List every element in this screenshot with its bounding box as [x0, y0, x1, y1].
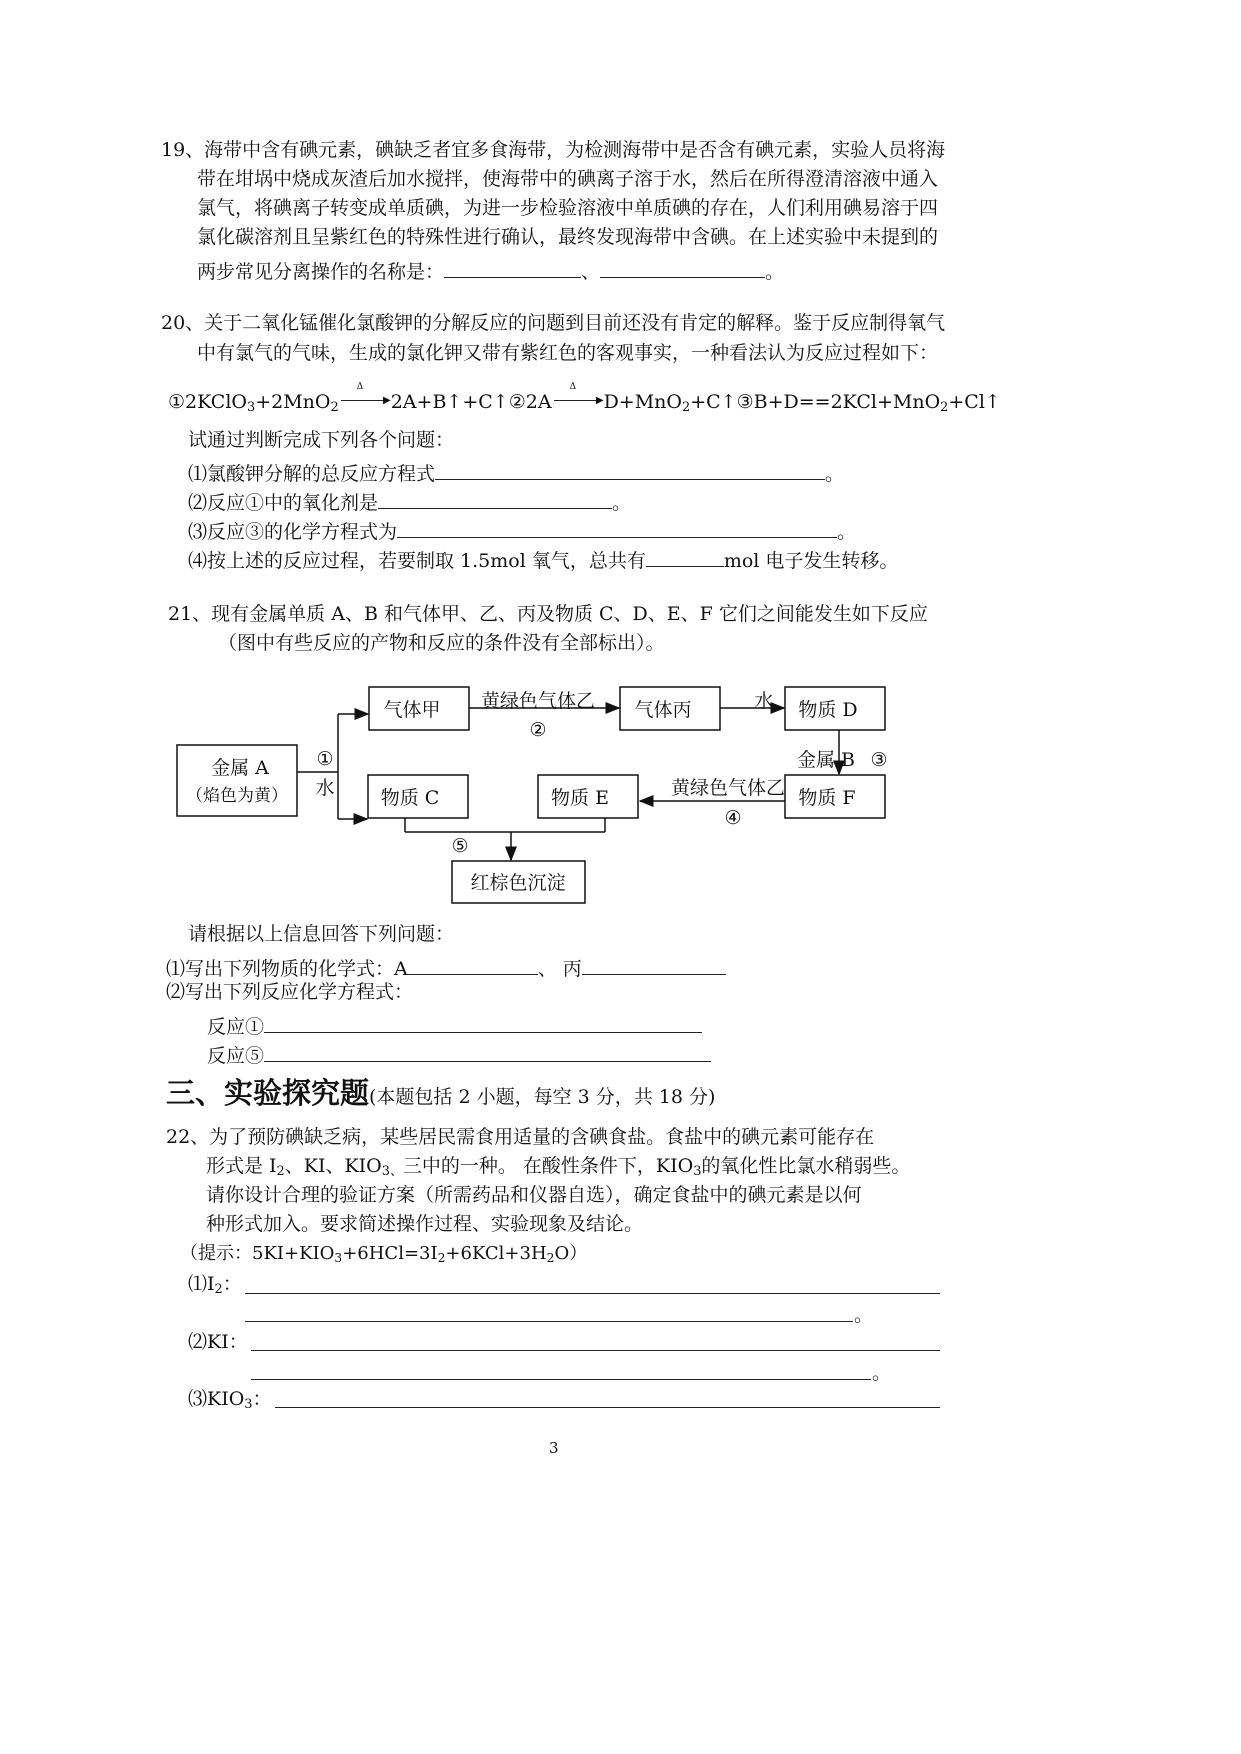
heat-arrow-icon: Δ ▶: [339, 389, 391, 408]
q19-line-5: 两步常见分离操作的名称是： 、 。: [197, 257, 784, 282]
label-step-3: ③: [870, 749, 888, 771]
q21-part-1: ⑴写出下列物质的化学式：A 、 丙: [166, 954, 726, 979]
q22-answer-i2-line-1[interactable]: [245, 1293, 940, 1294]
label-gas-yi-bottom: 黄绿色气体乙: [670, 777, 786, 799]
q21-blank-a[interactable]: [408, 954, 538, 975]
section-3-heading: [166, 1076, 716, 1110]
node-metal-a-note: （焰色为黄）: [186, 786, 288, 806]
node-gas-bing: 气体丙: [634, 699, 692, 721]
q20-blank-2[interactable]: [378, 488, 612, 509]
q19-line-2: 带在坩埚中烧成灰渣后加水搅拌，使海带中的碘离子溶于水，然后在所得澄清溶液中通入: [197, 168, 939, 190]
q21-reaction-1: 反应①: [207, 1012, 702, 1037]
label-metal-b: 金属 B: [796, 749, 856, 771]
q21-blank-bing[interactable]: [582, 954, 726, 975]
q20-part-3: ⑶反应③的化学方程式为 。: [188, 517, 856, 542]
q22-answer-i2-line-2[interactable]: [245, 1321, 853, 1322]
q22-line-4: 种形式加入。要求简述操作过程、实验现象及结论。: [206, 1213, 644, 1235]
q20-blank-1[interactable]: [435, 459, 825, 480]
q19-answer-blank-2[interactable]: [600, 257, 765, 278]
q22-line-3: 请你设计合理的验证方案（所需药品和仪器自选），确定食盐中的碘元素是以何: [206, 1184, 862, 1206]
q21-part-2: ⑵写出下列反应化学方程式：: [166, 981, 414, 1003]
q22-answer-i2-label: $⑴I_2$：: [188, 1273, 242, 1298]
node-substance-f: 物质 F: [798, 787, 856, 809]
q21-line-2: （图中有些反应的产物和反应的条件没有全部标出）。: [218, 632, 665, 654]
q22-line-1: 22、为了预防碘缺乏病，某些居民需食用适量的含碘食盐。食盐中的碘元素可能存在: [166, 1126, 875, 1148]
node-substance-c: 物质 C: [380, 787, 440, 809]
q21-reaction-5: 反应⑤: [207, 1041, 711, 1066]
label-step-1: ①: [316, 748, 334, 770]
label-water-right: 水: [754, 690, 774, 712]
q22-answer-ki-line-2[interactable]: [251, 1379, 871, 1380]
q20-part-4: ⑷按上述的反应过程，若要制取 1.5mol 氧气，总共有 mol 电子发生转移。: [188, 546, 898, 571]
section-3-title: 三、实验探究题: [166, 1076, 370, 1110]
section-3-note: (本题包括 2 小题，每空 3 分，共 18 分): [369, 1086, 716, 1108]
q19-line-3: 氯气，将碘离子转变成单质碘，为进一步检验溶液中单质碘的存在，人们利用碘易溶于四: [197, 197, 939, 219]
node-precipitate: 红棕色沉淀: [470, 872, 566, 894]
q21-ask: 请根据以上信息回答下列问题：: [188, 923, 455, 945]
q20-line-2: 中有氯气的气味，生成的氯化钾又带有紫红色的客观事实，一种看法认为反应过程如下：: [197, 342, 939, 364]
label-step-5: ⑤: [451, 835, 469, 857]
q22-line-2: 形式是 $I_2$、KI、$KIO_{3、}$三中的一种。 在酸性条件下，$KIO_3$的氧化性比氯水稍弱些。: [206, 1155, 911, 1180]
q20-blank-3[interactable]: [397, 517, 837, 538]
q19-question: 两步常见分离操作的名称是：: [197, 260, 445, 283]
node-gas-jia: 气体甲: [383, 699, 441, 721]
reaction-flow-diagram: [0, 670, 1241, 930]
page-number: 3: [549, 1439, 559, 1457]
q19-line-1: 19、海带中含有碘元素，碘缺乏者宜多食海带，为检测海带中是否含有碘元素，实验人员将海: [161, 139, 946, 161]
q22-hint: （提示：$5KI+KIO_3+6HCl=3I_2+6KCl+3H_2O$）: [180, 1243, 588, 1266]
q19-answer-blank-1[interactable]: [444, 257, 581, 278]
q22-answer-ki-end: 。: [872, 1362, 892, 1384]
node-substance-e: 物质 E: [551, 787, 609, 809]
q22-answer-ki-line-1[interactable]: [251, 1350, 940, 1351]
q20-part-1: ⑴氯酸钾分解的总反应方程式 。: [188, 459, 844, 484]
q22-answer-kio3-line-1[interactable]: [275, 1407, 940, 1408]
q22-answer-ki-label: ⑵KI：: [188, 1331, 248, 1353]
q22-answer-kio3-label: $⑶KIO_3$：: [188, 1388, 272, 1413]
q20-line-1: 20、关于二氧化锰催化氯酸钾的分解反应的问题到目前还没有肯定的解释。鉴于反应制得氧气: [161, 312, 946, 334]
heat-arrow-icon: Δ ▶: [552, 389, 604, 408]
node-substance-d: 物质 D: [798, 699, 858, 721]
q21-blank-reaction-5[interactable]: [264, 1041, 711, 1062]
label-gas-yi-top: 黄绿色气体乙: [480, 690, 596, 712]
q20-intro: 试通过判断完成下列各个问题：: [188, 429, 455, 451]
label-step-2: ②: [529, 719, 547, 741]
q21-blank-reaction-1[interactable]: [264, 1012, 702, 1033]
label-step-4: ④: [724, 807, 742, 829]
q22-answer-i2-end: 。: [854, 1304, 874, 1326]
node-metal-a: 金属 A: [211, 757, 269, 779]
q19-line-4: 氯化碳溶剂且呈紫红色的特殊性进行确认，最终发现海带中含碘。在上述实验中未提到的: [197, 226, 939, 248]
q21-line-1: 21、现有金属单质 A、B 和气体甲、乙、丙及物质 C、D、E、F 它们之间能发生如下反应: [168, 603, 928, 625]
label-water-left: 水: [315, 777, 335, 799]
q20-part-2: ⑵反应①中的氧化剂是 。: [188, 488, 631, 513]
q20-blank-4[interactable]: [646, 546, 724, 567]
q20-equation: ①2KClO$_3$+2MnO$_2$ Δ ▶ 2A+B↑+C↑②2A Δ ▶ D+MnO$_2$+C↑③B+D==2KCl+MnO$_2$+Cl↑: [168, 382, 1001, 416]
